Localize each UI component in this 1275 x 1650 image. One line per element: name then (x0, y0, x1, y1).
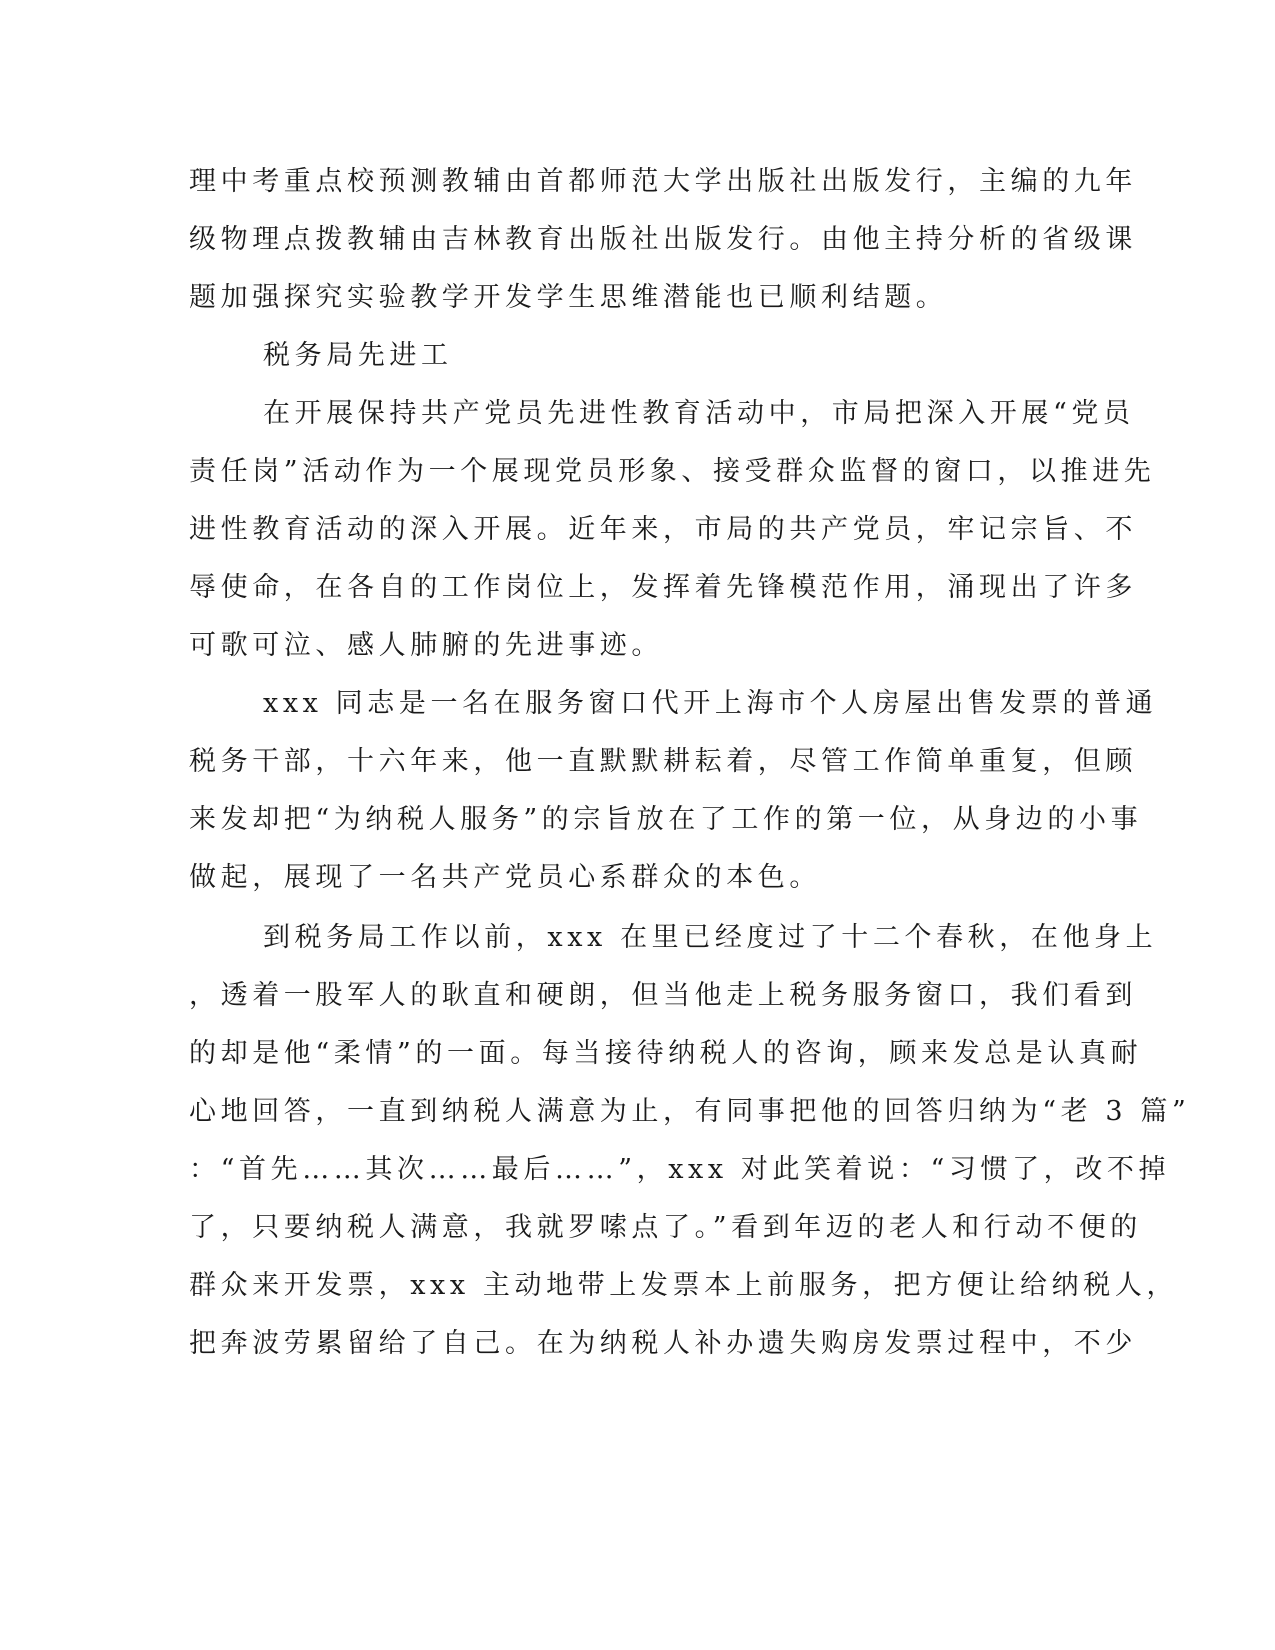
text-line: 把奔波劳累留给了自己。在为纳税人补办遗失购房发票过程中，不少 (189, 1328, 1137, 1359)
text-line: 来发却把“为纳税人服务”的宗旨放在了工作的第一位，从身边的小事 (189, 804, 1143, 835)
text-line: ，透着一股军人的耿直和硬朗，但当他走上税务服务窗口，我们看到 (189, 980, 1137, 1011)
text-line: 级物理点拨教辅由吉林教育出版社出版发行。由他主持分析的省级课 (189, 224, 1137, 255)
text-line: 理中考重点校预测教辅由首都师范大学出版社出版发行，主编的九年 (189, 166, 1137, 197)
text-line: 进性教育活动的深入开展。近年来，市局的共产党员，牢记宗旨、不 (189, 514, 1137, 545)
text-line: ：“首先……其次……最后……”，xxx 对此笑着说：“习惯了，改不掉 (189, 1154, 1171, 1185)
text-line: 群众来开发票，xxx 主动地带上发票本上前服务，把方便让给纳税人， (189, 1270, 1179, 1301)
text-line: 做起，展现了一名共产党员心系群众的本色。 (189, 862, 821, 893)
text-line: xxx 同志是一名在服务窗口代开上海市个人房屋出售发票的普通 (263, 688, 1158, 719)
text-line: 题加强探究实验教学开发学生思维潜能也已顺利结题。 (189, 282, 948, 313)
text-line: 税务干部，十六年来，他一直默默耕耘着，尽管工作简单重复，但顾 (189, 746, 1137, 777)
text-line: 可歌可泣、感人肺腑的先进事迹。 (189, 630, 663, 661)
text-line: 的却是他“柔情”的一面。每当接待纳税人的咨询，顾来发总是认真耐 (189, 1038, 1143, 1069)
text-line: 了，只要纳税人满意，我就罗嗦点了。”看到年迈的老人和行动不便的 (189, 1212, 1142, 1243)
text-line: 心地回答，一直到纳税人满意为止，有同事把他的回答归纳为“老 3 篇” (189, 1096, 1191, 1127)
text-line: 到税务局工作以前，xxx 在里已经度过了十二个春秋，在他身上 (263, 922, 1158, 953)
text-line: 辱使命，在各自的工作岗位上，发挥着先锋模范作用，涌现出了许多 (189, 572, 1137, 603)
section-heading: 税务局先进工 (263, 340, 453, 371)
text-line: 责任岗”活动作为一个展现党员形象、接受群众监督的窗口，以推进先 (189, 456, 1156, 487)
text-line: 在开展保持共产党员先进性教育活动中，市局把深入开展“党员 (263, 398, 1135, 429)
